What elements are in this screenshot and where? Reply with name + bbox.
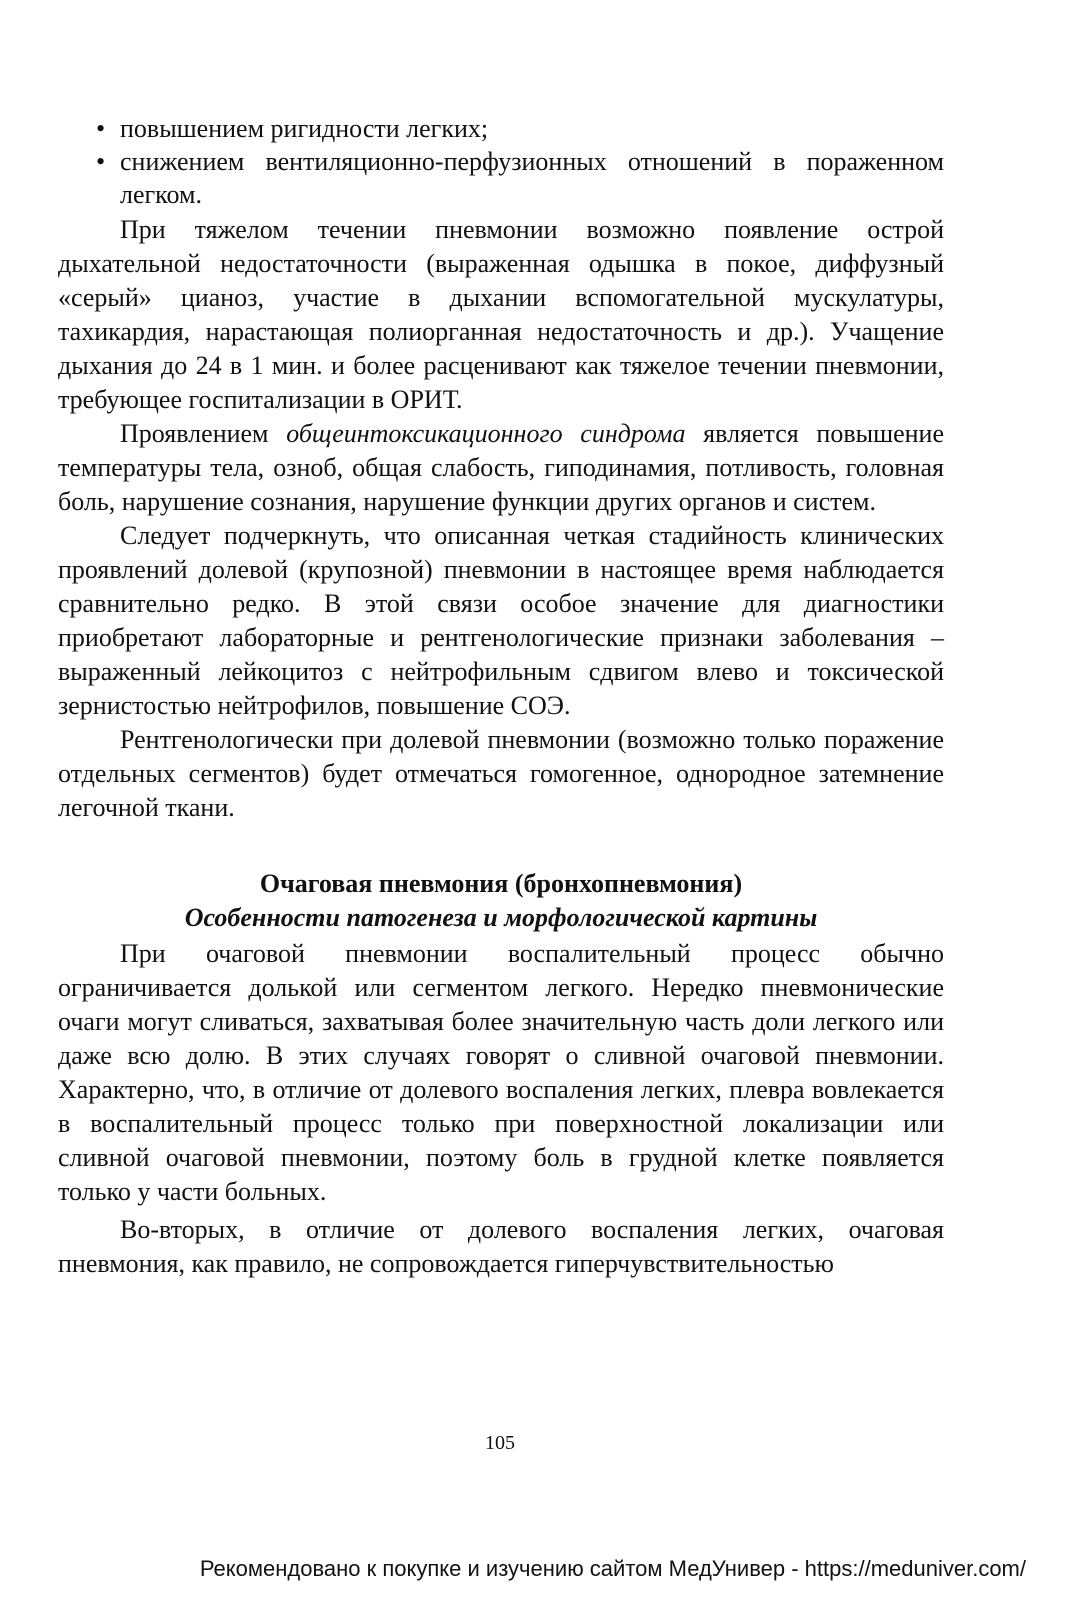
bullet-text: повышением ригидности легких;	[120, 114, 489, 143]
paragraph-xray: Рентгенологически при долевой пневмонии (возможно только поражение отдельных сегментов) будет отмечаться гомогенное, однородное затемнение легочной ткани.	[58, 725, 944, 822]
bullet-icon: •	[96, 147, 106, 176]
page-content	[58, 112, 944, 1281]
paragraph-staging: Следует подчеркнуть, что описанная четкая стадийность клинических проявлений долевой (крупозной) пневмонии в настоящее время наблюдается сравнительно редко. В этой связи особое значение для диагностики приобретают лабораторные и рентгенологические признаки заболевания – выраженный лейкоцитоз с нейтрофильным сдвигом влево и токсической зернистостью нейтрофилов, повышение СОЭ.	[58, 521, 944, 720]
footer-note: Рекомендовано к покупке и изучению сайтом МедУнивер - https://meduniver.com/	[199, 1556, 1026, 1581]
paragraph-text: является повышение температуры тела, озноб, общая слабость, гиподинамия, потливость, головная боль, нарушение сознания, нарушение функции других органов и систем.	[58, 419, 944, 516]
emphasized-term: общеинтоксикационного синдрома	[286, 419, 686, 448]
bullet-icon: •	[96, 114, 106, 143]
page-number: 105	[485, 1432, 515, 1454]
list-item	[58, 145, 944, 211]
bullet-text: снижением вентиляционно-перфузионных отношений в пораженном легком.	[120, 147, 944, 209]
paragraph-intoxication	[58, 417, 944, 519]
section-heading: Очаговая пневмония (бронхопневмония)	[259, 869, 743, 898]
paragraph-text: Проявлением	[120, 419, 287, 448]
paragraph-focal: При очаговой пневмонии воспалительный процесс обычно ограничивается долькой или сегментом легкого. Нередко пневмонические очаги могут сливаться, захватывая более значительную часть доли легкого или даже всю долю. В этих случаях говорят о сливной очаговой пневмонии. Характерно, что, в отличие от долевого воспаления легких, плевра вовлекается в воспалительный процесс только при поверхностной локализации или сливной очаговой пневмонии, поэтому боль в грудной клетке появляется только у части больных.	[58, 939, 944, 1206]
section-subheading: Особенности патогенеза и морфологической картины	[184, 903, 818, 932]
paragraph-severe-course: При тяжелом течении пневмонии возможно появление острой дыхательной недостаточности (выраженная одышка в покое, диффузный «серый» цианоз, участие в дыхании вспомогательной мускулатуры, тахикардия, нарастающая полиорганная недостаточность и др.). Учащение дыхания до 24 в 1 мин. и более расценивают как тяжелое течении пневмонии, требующее госпитализации в ОРИТ.	[58, 215, 944, 414]
paragraph-secondly: Во-вторых, в отличие от долевого воспаления легких, очаговая пневмония, как правило, не сопровождается гиперчувствительностью	[58, 1215, 944, 1278]
bullet-list	[58, 112, 944, 211]
list-item	[58, 112, 944, 145]
